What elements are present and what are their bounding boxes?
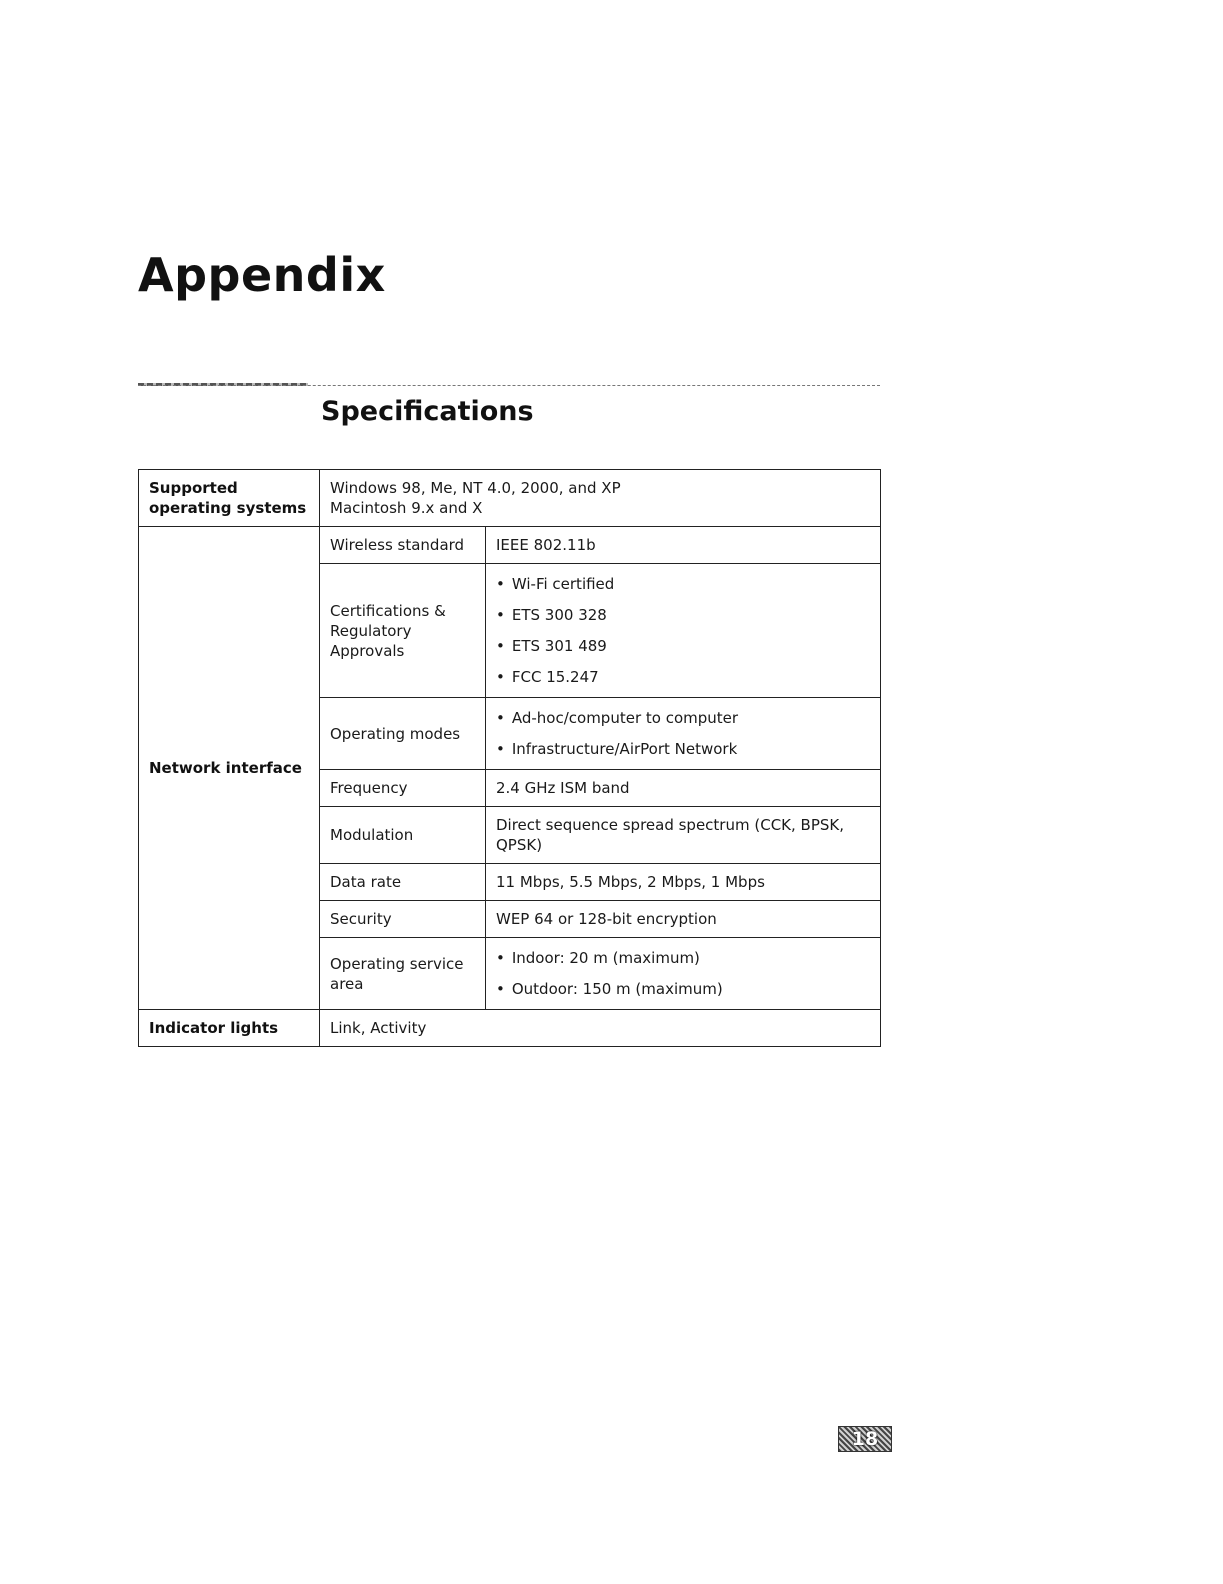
section-title: Specifications	[321, 396, 534, 427]
os-line-macintosh: Macintosh 9.x and X	[330, 499, 483, 517]
list-item: • Ad-hoc/computer to computer	[496, 708, 870, 728]
list-item: • Outdoor: 150 m (maximum)	[496, 979, 870, 999]
label-service-area: Operating service area	[320, 938, 486, 1010]
list-item: • Wi-Fi certified	[496, 574, 870, 594]
row-header-supported-os: Supported operating systems	[139, 470, 320, 527]
chapter-title: Appendix	[138, 248, 386, 302]
page-number-badge: 18	[838, 1426, 892, 1452]
label-security: Security	[320, 901, 486, 938]
value-indicator-lights: Link, Activity	[320, 1010, 881, 1047]
label-data-rate: Data rate	[320, 864, 486, 901]
supported-os-value	[320, 470, 881, 527]
label-wireless-standard: Wireless standard	[320, 527, 486, 564]
list-item: • Indoor: 20 m (maximum)	[496, 948, 870, 968]
value-service-area	[486, 938, 881, 1010]
label-certifications: Certifications & Regulatory Approvals	[320, 564, 486, 698]
label-modulation: Modulation	[320, 807, 486, 864]
table-row-wireless-standard	[139, 527, 881, 564]
specifications-table	[138, 469, 881, 1047]
section-divider	[138, 385, 880, 386]
row-header-network-interface: Network interface	[139, 527, 320, 1010]
value-certifications	[486, 564, 881, 698]
label-frequency: Frequency	[320, 770, 486, 807]
value-data-rate: 11 Mbps, 5.5 Mbps, 2 Mbps, 1 Mbps	[486, 864, 881, 901]
row-header-indicator-lights: Indicator lights	[139, 1010, 320, 1047]
label-operating-modes: Operating modes	[320, 698, 486, 770]
list-item: • ETS 301 489	[496, 636, 870, 656]
value-modulation: Direct sequence spread spectrum (CCK, BPSK, QPSK)	[486, 807, 881, 864]
list-item: • FCC 15.247	[496, 667, 870, 687]
value-wireless-standard: IEEE 802.11b	[486, 527, 881, 564]
value-frequency: 2.4 GHz ISM band	[486, 770, 881, 807]
table-row-indicator-lights	[139, 1010, 881, 1047]
list-item: • Infrastructure/AirPort Network	[496, 739, 870, 759]
list-item: • ETS 300 328	[496, 605, 870, 625]
value-security: WEP 64 or 128-bit encryption	[486, 901, 881, 938]
os-line-windows: Windows 98, Me, NT 4.0, 2000, and XP	[330, 479, 621, 497]
value-operating-modes	[486, 698, 881, 770]
table-row-supported-os	[139, 470, 881, 527]
